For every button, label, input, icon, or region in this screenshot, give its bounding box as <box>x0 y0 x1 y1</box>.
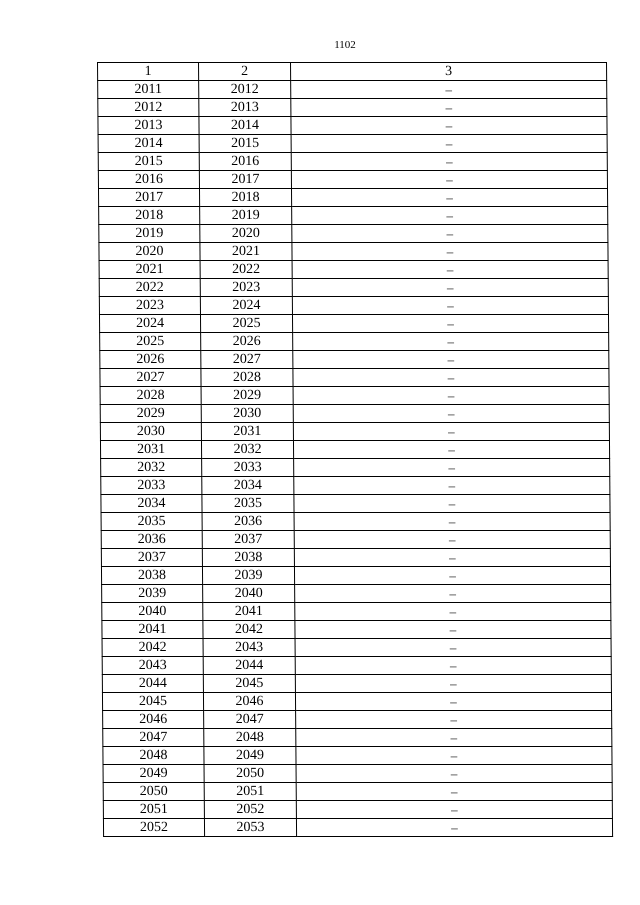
cell-year-end: 2052 <box>204 801 296 819</box>
cell-year-start: 2048 <box>103 747 204 765</box>
table-row <box>98 153 607 171</box>
cell-value: – <box>291 171 607 189</box>
cell-year-end: 2023 <box>200 279 292 297</box>
table-row <box>99 315 608 333</box>
table-row <box>99 261 608 279</box>
table-row <box>102 675 611 693</box>
cell-value: – <box>292 207 608 225</box>
cell-year-end: 2036 <box>202 513 294 531</box>
cell-value: – <box>293 423 609 441</box>
column-header-3: 3 <box>291 63 607 81</box>
table-row <box>102 585 611 603</box>
cell-year-end: 2035 <box>202 495 294 513</box>
cell-value: – <box>295 585 611 603</box>
table-row <box>100 333 609 351</box>
table-row <box>103 711 612 729</box>
cell-year-start: 2024 <box>99 315 200 333</box>
cell-year-end: 2016 <box>199 153 291 171</box>
cell-year-end: 2047 <box>204 711 296 729</box>
cell-year-start: 2035 <box>101 513 202 531</box>
cell-year-start: 2033 <box>101 477 202 495</box>
cell-value: – <box>293 351 609 369</box>
cell-year-start: 2050 <box>103 783 204 801</box>
cell-value: – <box>296 801 612 819</box>
cell-value: – <box>294 459 610 477</box>
cell-year-start: 2016 <box>98 171 199 189</box>
cell-year-end: 2034 <box>202 477 294 495</box>
table-row <box>101 495 610 513</box>
cell-value: – <box>291 99 607 117</box>
cell-year-end: 2026 <box>201 333 293 351</box>
cell-value: – <box>294 531 610 549</box>
cell-value: – <box>293 405 609 423</box>
cell-year-start: 2015 <box>98 153 199 171</box>
cell-value: – <box>296 747 612 765</box>
cell-year-start: 2026 <box>100 351 201 369</box>
cell-year-start: 2043 <box>102 657 203 675</box>
cell-year-start: 2014 <box>98 135 199 153</box>
cell-year-end: 2030 <box>201 405 293 423</box>
table-row <box>101 477 610 495</box>
cell-value: – <box>292 315 608 333</box>
table-row <box>101 513 610 531</box>
cell-year-start: 2013 <box>98 117 199 135</box>
table-row <box>99 297 608 315</box>
cell-year-end: 2013 <box>199 99 291 117</box>
cell-year-end: 2037 <box>202 531 294 549</box>
cell-year-start: 2040 <box>102 603 203 621</box>
cell-year-end: 2042 <box>203 621 295 639</box>
cell-year-start: 2039 <box>102 585 203 603</box>
cell-value: – <box>295 693 611 711</box>
cell-year-end: 2045 <box>203 675 295 693</box>
cell-year-end: 2043 <box>203 639 295 657</box>
table-row <box>99 207 608 225</box>
cell-year-start: 2036 <box>101 531 202 549</box>
cell-value: – <box>291 117 607 135</box>
cell-year-start: 2031 <box>100 441 201 459</box>
cell-year-end: 2012 <box>199 81 291 99</box>
cell-year-start: 2049 <box>103 765 204 783</box>
cell-value: – <box>292 261 608 279</box>
table-container <box>97 62 612 837</box>
cell-year-start: 2034 <box>101 495 202 513</box>
cell-year-start: 2029 <box>100 405 201 423</box>
cell-value: – <box>294 495 610 513</box>
table-row <box>98 81 607 99</box>
cell-year-end: 2039 <box>202 567 294 585</box>
cell-year-start: 2025 <box>100 333 201 351</box>
cell-value: – <box>294 477 610 495</box>
cell-value: – <box>291 153 607 171</box>
cell-year-end: 2025 <box>200 315 292 333</box>
cell-year-start: 2023 <box>99 297 200 315</box>
cell-value: – <box>293 441 609 459</box>
cell-year-end: 2027 <box>201 351 293 369</box>
table-row <box>103 747 612 765</box>
table-row <box>98 135 607 153</box>
column-header-1: 1 <box>98 63 199 81</box>
cell-year-start: 2028 <box>100 387 201 405</box>
cell-value: – <box>296 819 612 837</box>
cell-year-start: 2047 <box>103 729 204 747</box>
table-row <box>98 117 607 135</box>
cell-year-end: 2049 <box>204 747 296 765</box>
cell-value: – <box>291 81 607 99</box>
cell-value: – <box>293 333 609 351</box>
cell-year-end: 2020 <box>200 225 292 243</box>
cell-value: – <box>295 675 611 693</box>
cell-year-start: 2041 <box>102 621 203 639</box>
cell-value: – <box>295 621 611 639</box>
table-row <box>102 621 611 639</box>
cell-year-start: 2042 <box>102 639 203 657</box>
cell-year-start: 2017 <box>98 189 199 207</box>
table-row <box>101 459 610 477</box>
cell-year-end: 2046 <box>203 693 295 711</box>
table-row <box>100 441 609 459</box>
cell-value: – <box>296 765 612 783</box>
cell-year-end: 2017 <box>199 171 291 189</box>
cell-value: – <box>296 729 612 747</box>
cell-year-start: 2011 <box>98 81 199 99</box>
table-row <box>102 639 611 657</box>
table-row <box>99 279 608 297</box>
column-header-2: 2 <box>199 63 291 81</box>
table-row <box>103 765 612 783</box>
cell-year-end: 2053 <box>204 819 296 837</box>
cell-value: – <box>292 243 608 261</box>
cell-value: – <box>296 711 612 729</box>
data-table <box>97 62 613 837</box>
cell-year-start: 2021 <box>99 261 200 279</box>
table-row <box>102 657 611 675</box>
cell-value: – <box>291 135 607 153</box>
cell-value: – <box>292 279 608 297</box>
cell-value: – <box>293 387 609 405</box>
cell-year-end: 2022 <box>200 261 292 279</box>
cell-year-start: 2046 <box>103 711 204 729</box>
cell-year-end: 2029 <box>201 387 293 405</box>
table-row <box>98 189 607 207</box>
cell-year-end: 2015 <box>199 135 291 153</box>
cell-year-start: 2038 <box>101 567 202 585</box>
cell-year-start: 2030 <box>100 423 201 441</box>
cell-year-start: 2019 <box>99 225 200 243</box>
cell-value: – <box>293 369 609 387</box>
cell-value: – <box>294 513 610 531</box>
cell-year-end: 2041 <box>203 603 295 621</box>
cell-year-start: 2037 <box>101 549 202 567</box>
cell-year-start: 2044 <box>102 675 203 693</box>
table-row <box>101 549 610 567</box>
cell-value: – <box>291 189 607 207</box>
cell-value: – <box>294 567 610 585</box>
table-row <box>103 819 612 837</box>
cell-year-start: 2032 <box>101 459 202 477</box>
table-row <box>100 351 609 369</box>
cell-year-end: 2032 <box>201 441 293 459</box>
cell-year-end: 2050 <box>204 765 296 783</box>
cell-year-end: 2021 <box>200 243 292 261</box>
table-header-row <box>98 63 607 81</box>
cell-year-end: 2019 <box>200 207 292 225</box>
page-number: 1102 <box>334 39 356 51</box>
table-body <box>98 81 613 837</box>
table-row <box>99 243 608 261</box>
cell-value: – <box>295 639 611 657</box>
cell-year-end: 2038 <box>202 549 294 567</box>
table-row <box>103 801 612 819</box>
table-row <box>103 783 612 801</box>
table-row <box>102 603 611 621</box>
cell-value: – <box>292 297 608 315</box>
cell-year-end: 2018 <box>199 189 291 207</box>
table-row <box>99 225 608 243</box>
cell-year-start: 2018 <box>99 207 200 225</box>
table-row <box>98 99 607 117</box>
table-row <box>101 531 610 549</box>
cell-year-end: 2033 <box>202 459 294 477</box>
table-row <box>101 567 610 585</box>
cell-year-start: 2052 <box>103 819 204 837</box>
cell-year-end: 2040 <box>203 585 295 603</box>
table-row <box>100 369 609 387</box>
cell-year-start: 2045 <box>102 693 203 711</box>
cell-value: – <box>295 603 611 621</box>
cell-year-end: 2048 <box>204 729 296 747</box>
cell-value: – <box>295 657 611 675</box>
cell-year-end: 2031 <box>201 423 293 441</box>
table-row <box>102 693 611 711</box>
cell-value: – <box>296 783 612 801</box>
cell-year-start: 2022 <box>99 279 200 297</box>
cell-year-start: 2012 <box>98 99 199 117</box>
cell-value: – <box>294 549 610 567</box>
table-row <box>100 423 609 441</box>
cell-value: – <box>292 225 608 243</box>
cell-year-start: 2051 <box>103 801 204 819</box>
table-row <box>98 171 607 189</box>
cell-year-end: 2051 <box>204 783 296 801</box>
cell-year-end: 2028 <box>201 369 293 387</box>
table-row <box>100 387 609 405</box>
cell-year-start: 2027 <box>100 369 201 387</box>
cell-year-start: 2020 <box>99 243 200 261</box>
cell-year-end: 2024 <box>200 297 292 315</box>
table-row <box>103 729 612 747</box>
cell-year-end: 2044 <box>203 657 295 675</box>
cell-year-end: 2014 <box>199 117 291 135</box>
table-row <box>100 405 609 423</box>
